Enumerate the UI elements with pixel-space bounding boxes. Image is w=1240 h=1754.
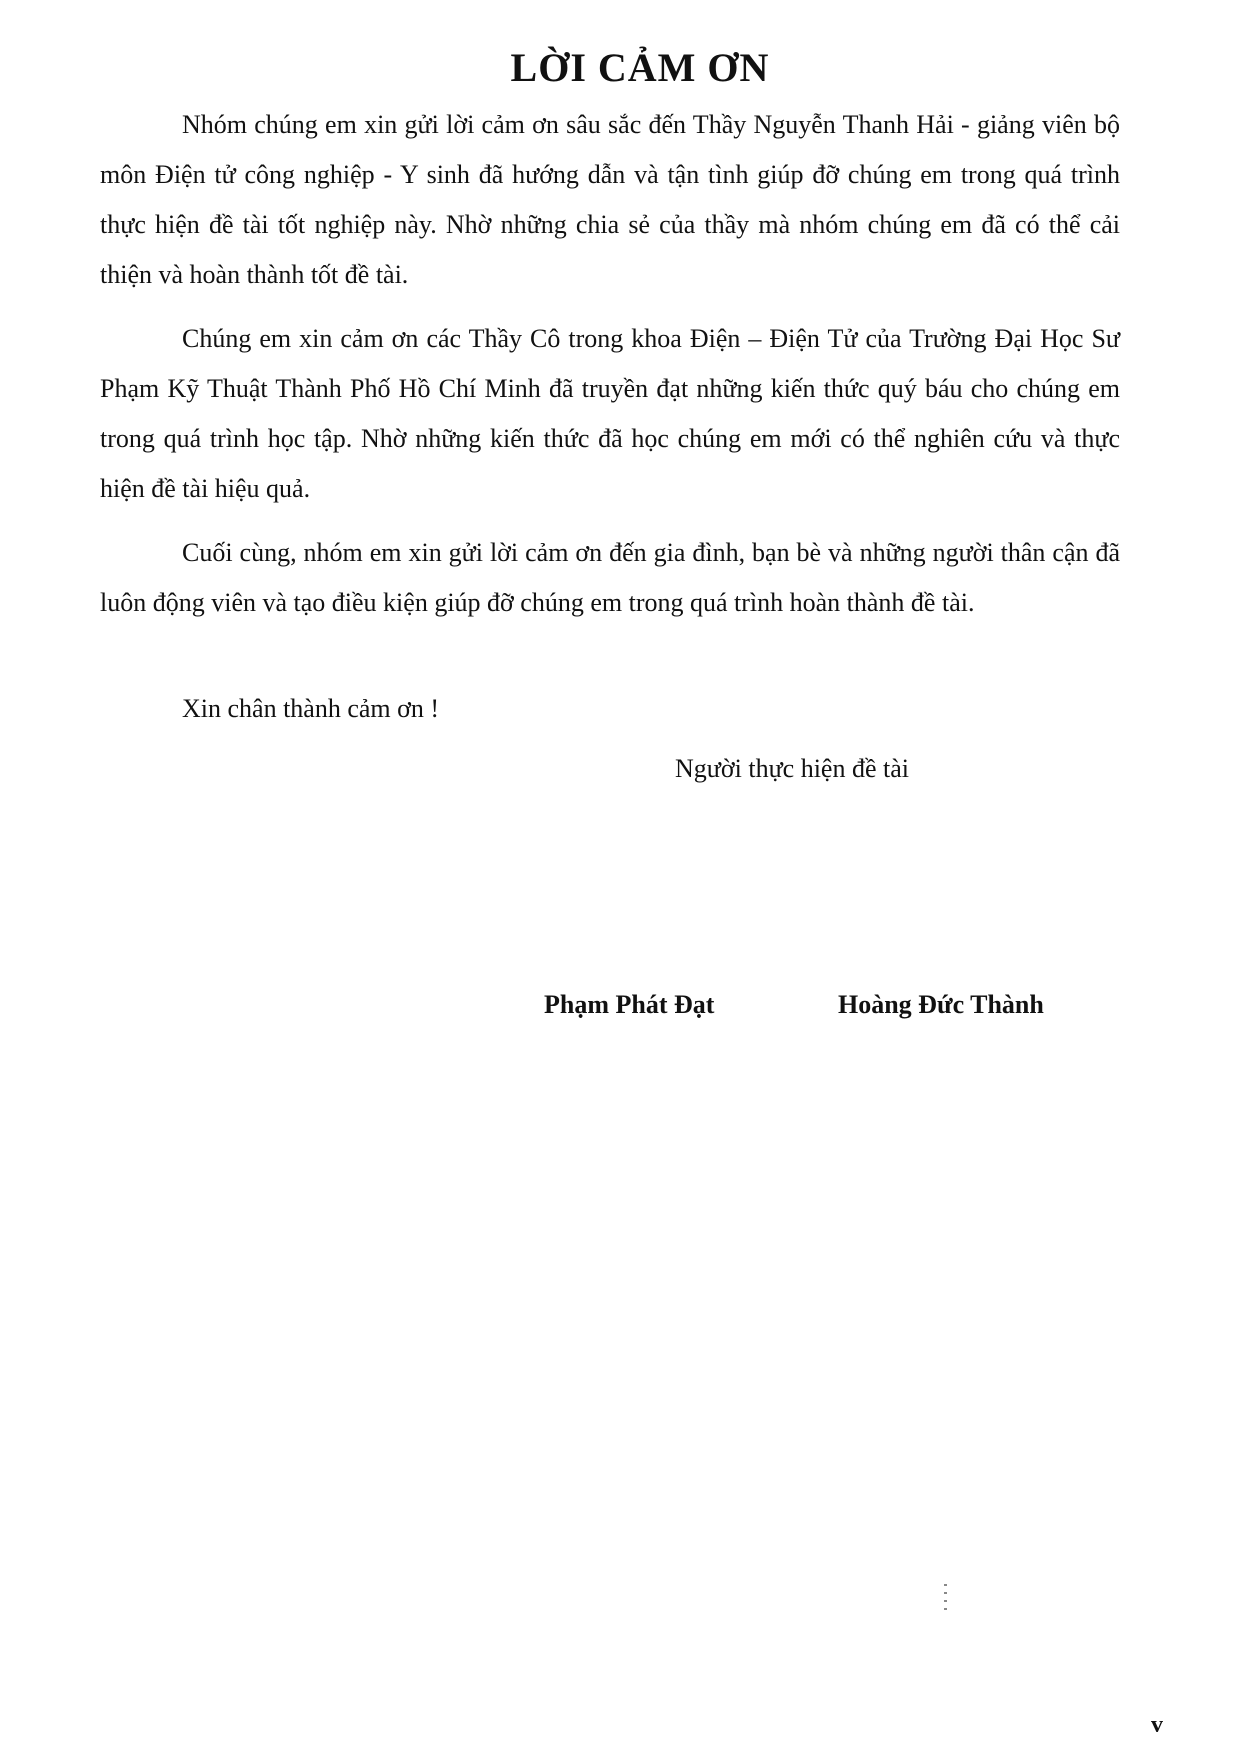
paragraph-advisor-thanks: Nhóm chúng em xin gửi lời cảm ơn sâu sắc đến Thầy Nguyễn Thanh Hải - giảng viên bộ môn Điện tử công nghiệp - Y sinh đã hướng dẫn và tận tình giúp đỡ chúng em trong quá trình thực hiện đề tài tốt nghiệp này. Nhờ những chia sẻ của thầy mà nhóm chúng em đã có thể cải thiện và hoàn thành tốt đề tài. xyxy=(100,110,1120,289)
closing-line: Xin chân thành cảm ơn ! xyxy=(182,694,440,723)
scan-speck xyxy=(944,1584,947,1610)
signer-name-2: Hoàng Đức Thành xyxy=(838,990,1044,1019)
signer-role: Người thực hiện đề tài xyxy=(675,754,909,783)
page-title: LỜI CẢM ƠN xyxy=(510,45,770,90)
page-number: v xyxy=(1151,1712,1163,1738)
paragraph-faculty-thanks: Chúng em xin cảm ơn các Thầy Cô trong khoa Điện – Điện Tử của Trường Đại Học Sư Phạm Kỹ Thuật Thành Phố Hồ Chí Minh đã truyền đạt những kiến thức quý báu cho chúng em trong quá trình học tập. Nhờ những kiến thức đã học chúng em mới có thể nghiên cứu và thực hiện đề tài hiệu quả. xyxy=(100,324,1120,503)
acknowledgement-body xyxy=(100,100,1120,642)
paragraph-family-thanks: Cuối cùng, nhóm em xin gửi lời cảm ơn đến gia đình, bạn bè và những người thân cận đã luôn động viên và tạo điều kiện giúp đỡ chúng em trong quá trình hoàn thành đề tài. xyxy=(100,538,1120,617)
signer-name-1: Phạm Phát Đạt xyxy=(544,990,715,1019)
